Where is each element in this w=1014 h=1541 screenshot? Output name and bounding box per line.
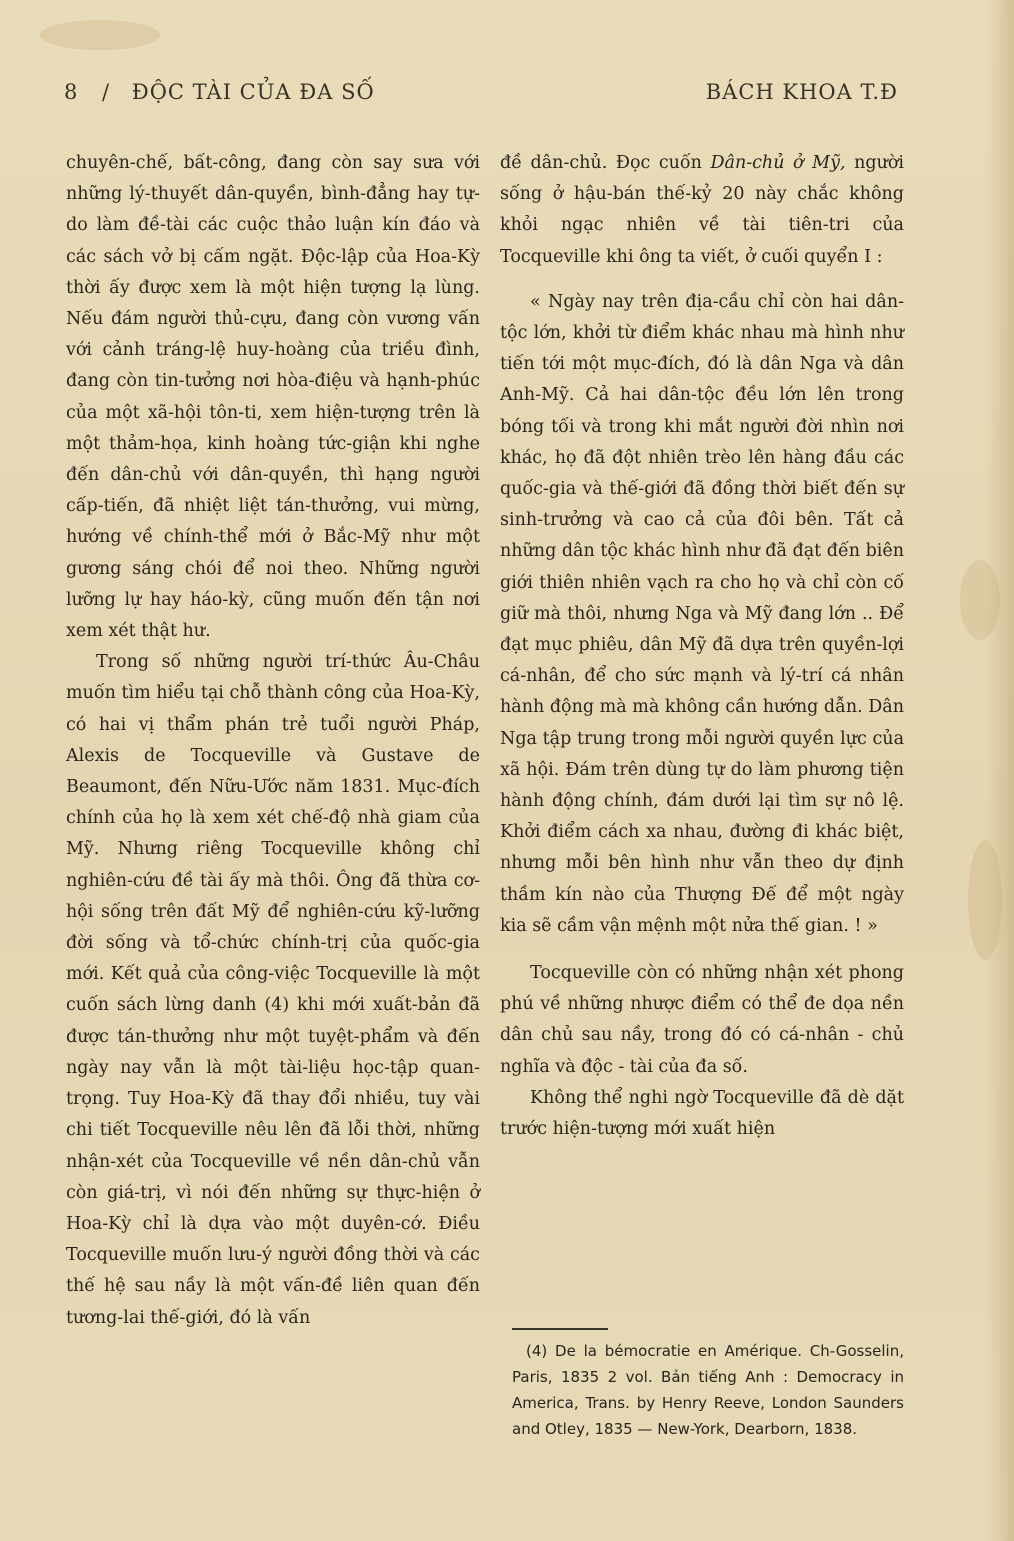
footnote-rule bbox=[512, 1328, 608, 1330]
book-title: Dân-chủ ở Mỹ, bbox=[710, 153, 846, 173]
article-title: ĐỘC TÀI CỦA ĐA SỐ bbox=[131, 80, 375, 104]
paper-stain bbox=[40, 20, 160, 50]
left-column bbox=[66, 148, 480, 1334]
block-quote: « Ngày nay trên địa-cầu chỉ còn hai dân-tộc lớn, khởi từ điểm khác nhau mà hình như tiến tới một mục-đích, đó là dân Nga và dân Anh-Mỹ. Cả hai dân-tộc đều lớn lên trong bóng tối và trong khi mắt người đời nhìn nơi khác, họ đã đột nhiên trèo lên hàng đầu các quốc-gia và thế-giới đã đồng thời biết đến sự sinh-trưởng và cao cả của đôi bên. Tất cả những dân tộc khác hình như đã đạt đến biên giới thiên nhiên vạch ra cho họ và chỉ còn cố giữ mà thôi, nhưng Nga và Mỹ đang lớn .. Để đạt mục phiêu, dân Mỹ đã dựa trên quyền-lợi cá-nhân, để cho sức mạnh và lý-trí cá nhân hành động mà mà không cần hướng dẫn. Dân Nga tập trung trong mỗi người quyền lực của xã hội. Đám trên dùng tự do làm phương tiện hành động chính, đám dưới lại tìm sự nô lệ. Khởi điểm cách xa nhau, đường đi khác biệt, nhưng mỗi bên hình như vẫn theo dự định thầm kín nào của Thượng Đế để một ngày kia sẽ cầm vận mệnh một nửa thế gian. ! » bbox=[500, 291, 904, 936]
running-header bbox=[64, 74, 904, 110]
right-column bbox=[500, 148, 904, 1145]
paragraph bbox=[500, 148, 904, 273]
page-edge-shadow bbox=[986, 0, 1014, 1541]
paragraph: chuyên-chế, bất-công, đang còn say sưa với những lý-thuyết dân-quyền, bình-đẳng hay tự-do làm đề-tài các cuộc thảo luận kín đáo và các sách vở bị cấm ngặt. Độc-lập của Hoa-Kỳ thời ấy được xem là một hiện tượng lạ lùng. Nếu đám người thủ-cựu, đang còn vương vấn với cảnh tráng-lệ huy-hoàng của triều đình, đang còn tin-tưởng nơi hòa-điệu và hạnh-phúc của một xã-hội tôn-ti, xem hiện-tượng trên là một thảm-họa, kinh hoàng tức-giận khi nghe đến dân-chủ với dân-quyền, thì hạng người cấp-tiến, đã nhiệt liệt tán-thưởng, vui mừng, hướng về chính-thể mới ở Bắc-Mỹ như một gương sáng chói để noi theo. Những người lưỡng lự hay háo-kỳ, cũng muốn đến tận nơi xem xét thật hư. bbox=[66, 153, 480, 642]
page-number: 8 bbox=[64, 80, 79, 104]
footnote: (4) De la bémocratie en Amérique. Ch-Gosselin, Paris, 1835 2 vol. Bản tiếng Anh : Democracy in America, Trans. by Henry Reeve, London Saunders and Otley, 1835 — New-York, Dearborn, 1838. bbox=[512, 1342, 904, 1438]
header-separator: / bbox=[102, 80, 111, 104]
text-run: đề dân-chủ. Đọc cuốn bbox=[500, 153, 711, 173]
journal-name: BÁCH KHOA T.Đ bbox=[705, 80, 898, 104]
article-title-wrap bbox=[102, 80, 375, 104]
paper-stain bbox=[968, 840, 1002, 960]
text-run: người sống ở hậu-bán thế-kỷ 20 này chắc không khỏi ngạc nhiên về tài tiên-tri của Tocqueville khi ông ta viết, ở cuối quyển I : bbox=[500, 153, 904, 267]
paper-stain bbox=[960, 560, 1000, 640]
paragraph: Trong số những người trí-thức Âu-Châu muốn tìm hiểu tại chỗ thành công của Hoa-Kỳ, có hai vị thẩm phán trẻ tuổi người Pháp, Alexis de Tocqueville và Gustave de Beaumont, đến Nữu-Ước năm 1831. Mục-đích chính của họ là xem xét chế-độ nhà giam của Mỹ. Nhưng riêng Tocqueville không chỉ nghiên-cứu đề tài ấy mà thôi. Ông đã thừa cơ-hội sống trên đất Mỹ để nghiên-cứu kỹ-lưỡng đời sống và tổ-chức chính-trị của quốc-gia mới. Kết quả của công-việc Tocqueville là một cuốn sách lừng danh (4) khi mới xuất-bản đã được tán-thưởng như một tuyệt-phẩm và đến ngày nay vẫn là một tài-liệu học-tập quan-trọng. Tuy Hoa-Kỳ đã thay đổi nhiều, tuy vài chi tiết Tocqueville nêu lên đã lỗi thời, những nhận-xét của Tocqueville về nền dân-chủ vẫn còn giá-trị, vì nói đến những sự thực-hiện ở Hoa-Kỳ chỉ là dựa vào một duyên-cớ. Điều Tocqueville muốn lưu-ý người đồng thời và các thế hệ sau nầy là một vấn-đề liên quan đến tương-lai thế-giới, đó là vấn bbox=[66, 652, 480, 1328]
paragraph: Không thể nghi ngờ Tocqueville đã dè dặt trước hiện-tượng mới xuất hiện bbox=[500, 1087, 904, 1140]
paragraph: Tocqueville còn có những nhận xét phong phú về những nhược điểm có thể đe dọa nền dân chủ sau nầy, trong đó có cá-nhân - chủ nghĩa và độc - tài của đa số. bbox=[500, 963, 904, 1077]
